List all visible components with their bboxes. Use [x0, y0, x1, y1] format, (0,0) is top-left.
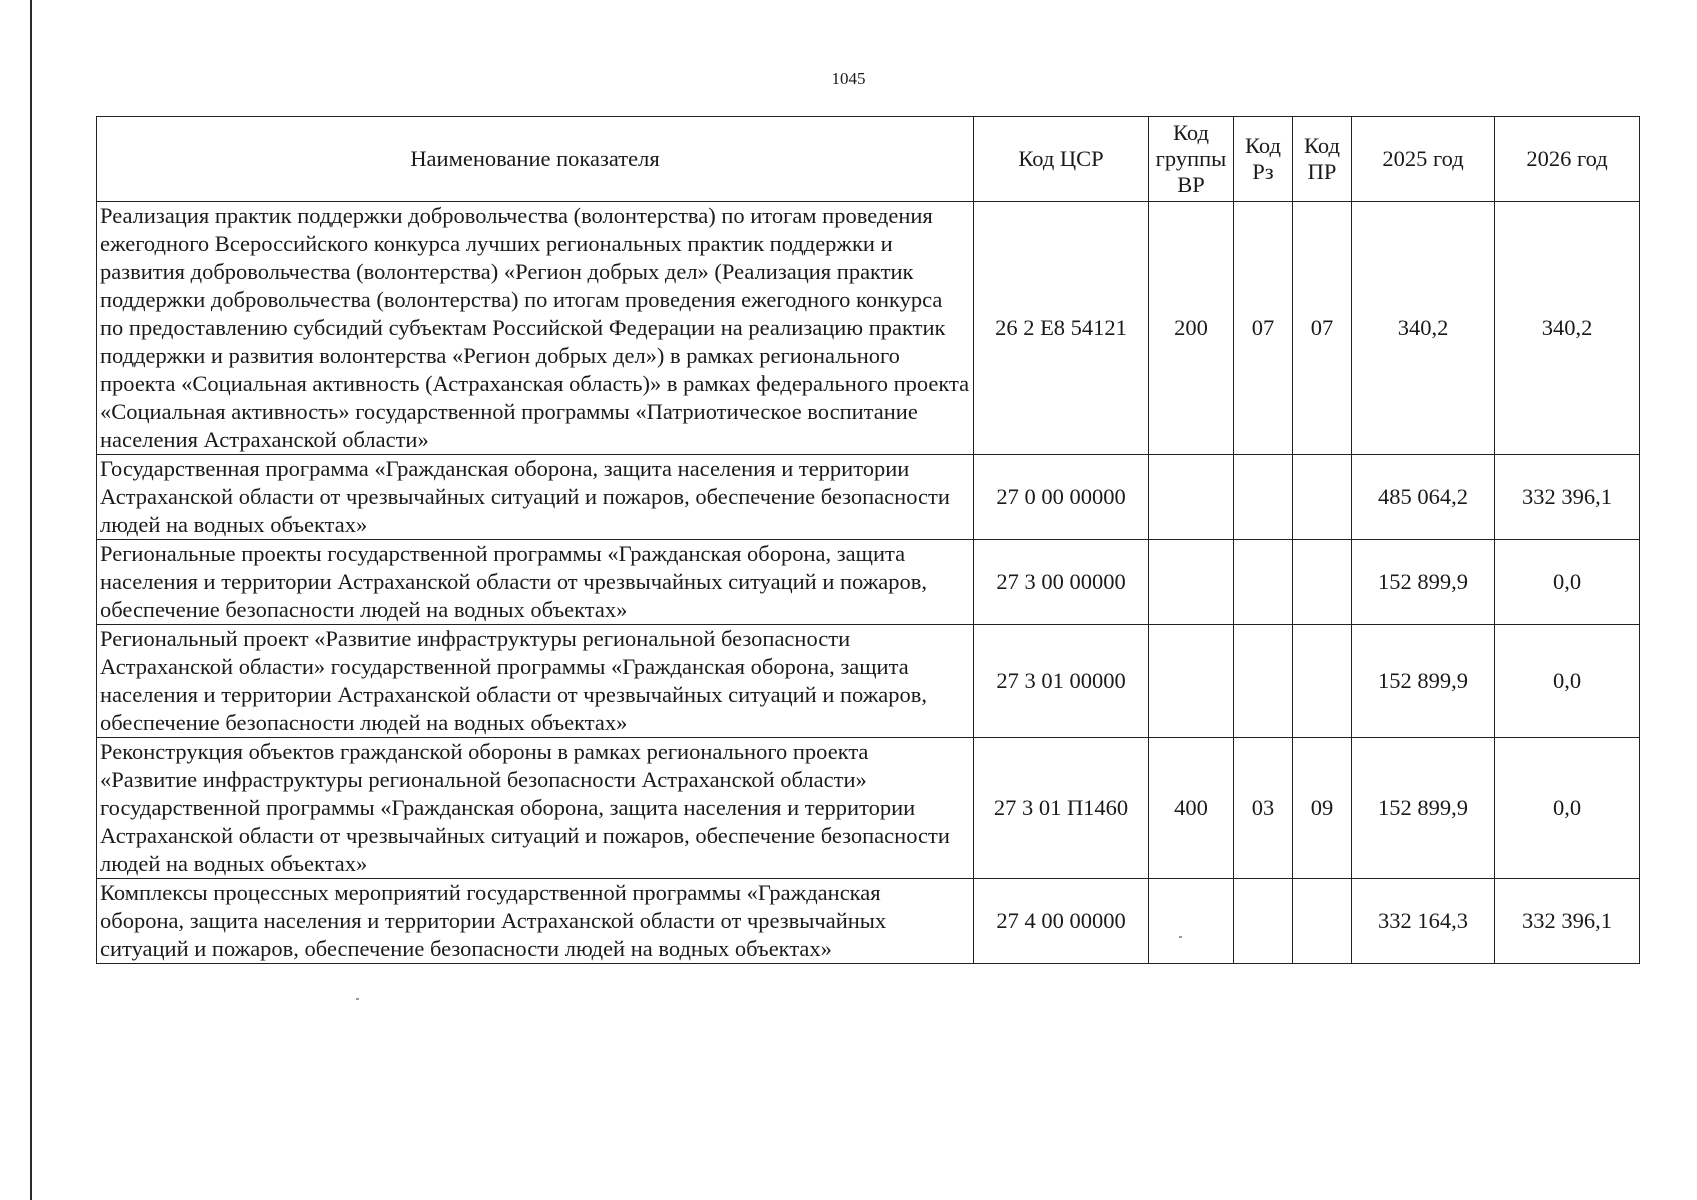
row-vr-code: 400: [1149, 738, 1234, 879]
table-row: [97, 540, 1640, 625]
header-year-2026: 2026 год: [1495, 117, 1640, 202]
row-csr-code: 27 3 01 00000: [974, 625, 1149, 738]
table-row: [97, 202, 1640, 455]
row-csr-code: 27 4 00 00000: [974, 879, 1149, 964]
row-pr-code: [1293, 455, 1352, 540]
header-pr-code: Код ПР: [1293, 117, 1352, 202]
row-name: Региональные проекты государственной программы «Гражданская оборона, защита населения и территории Астраханской области от чрезвычайных ситуаций и пожаров, обеспечение безопасности людей на водных объектах»: [97, 540, 974, 625]
page-number: 1045: [831, 69, 866, 88]
row-pr-code: [1293, 625, 1352, 738]
row-csr-code: 26 2 Е8 54121: [974, 202, 1149, 455]
row-value-2025: 152 899,9: [1352, 625, 1495, 738]
row-value-2026: 0,0: [1495, 625, 1640, 738]
row-value-2025: 340,2: [1352, 202, 1495, 455]
header-year-2025: 2025 год: [1352, 117, 1495, 202]
row-pr-code: 09: [1293, 738, 1352, 879]
budget-table: [96, 116, 1640, 964]
row-value-2025: 152 899,9: [1352, 540, 1495, 625]
row-value-2025: 485 064,2: [1352, 455, 1495, 540]
row-csr-code: 27 0 00 00000: [974, 455, 1149, 540]
row-value-2026: 0,0: [1495, 738, 1640, 879]
header-name: Наименование показателя: [97, 117, 974, 202]
row-pr-code: [1293, 540, 1352, 625]
row-name: Реконструкция объектов гражданской обороны в рамках регионального проекта «Развитие инфраструктуры региональной безопасности Астраханской области» государственной программы «Гражданская оборона, защита населения и территории Астраханской области от чрезвычайных ситуаций и пожаров, обеспечение безопасности людей на водных объектах»: [97, 738, 974, 879]
table-header-row: [97, 117, 1640, 202]
row-vr-code: [1149, 625, 1234, 738]
table-row: [97, 879, 1640, 964]
table-row: [97, 625, 1640, 738]
row-value-2025: 332 164,3: [1352, 879, 1495, 964]
row-csr-code: 27 3 01 П1460: [974, 738, 1149, 879]
row-rz-code: [1234, 455, 1293, 540]
header-vr-group-code: Код группы ВР: [1149, 117, 1234, 202]
row-name: Региональный проект «Развитие инфраструктуры региональной безопасности Астраханской области» государственной программы «Гражданская оборона, защита населения и территории Астраханской области от чрезвычайных ситуаций и пожаров, обеспечение безопасности людей на водных объектах»: [97, 625, 974, 738]
scan-speck: [1179, 936, 1182, 938]
row-value-2025: 152 899,9: [1352, 738, 1495, 879]
scan-speck: [356, 998, 359, 1000]
row-name: Государственная программа «Гражданская оборона, защита населения и территории Астраханской области от чрезвычайных ситуаций и пожаров, обеспечение безопасности людей на водных объектах»: [97, 455, 974, 540]
row-vr-code: 200: [1149, 202, 1234, 455]
row-csr-code: 27 3 00 00000: [974, 540, 1149, 625]
row-value-2026: 0,0: [1495, 540, 1640, 625]
table-row: [97, 455, 1640, 540]
row-pr-code: [1293, 879, 1352, 964]
row-vr-code: [1149, 540, 1234, 625]
row-rz-code: [1234, 879, 1293, 964]
row-value-2026: 332 396,1: [1495, 455, 1640, 540]
row-rz-code: [1234, 625, 1293, 738]
row-value-2026: 332 396,1: [1495, 879, 1640, 964]
row-vr-code: [1149, 455, 1234, 540]
table-row: [97, 738, 1640, 879]
row-value-2026: 340,2: [1495, 202, 1640, 455]
header-rz-code: Код Рз: [1234, 117, 1293, 202]
row-pr-code: 07: [1293, 202, 1352, 455]
row-name: Комплексы процессных мероприятий государственной программы «Гражданская оборона, защита населения и территории Астраханской области от чрезвычайных ситуаций и пожаров, обеспечение безопасности людей на водных объектах»: [97, 879, 974, 964]
row-rz-code: [1234, 540, 1293, 625]
row-name: Реализация практик поддержки добровольчества (волонтерства) по итогам проведения ежегодного Всероссийского конкурса лучших региональных практик поддержки и развития добровольчества (волонтерства) «Регион добрых дел» (Реализация практик поддержки добровольчества (волонтерства) по итогам проведения ежегодного конкурса по предоставлению субсидий субъектам Российской Федерации на реализацию практик поддержки и развития волонтерства «Регион добрых дел») в рамках регионального проекта «Социальная активность (Астраханская область)» в рамках федерального проекта «Социальная активность» государственной программы «Патриотическое воспитание населения Астраханской области»: [97, 202, 974, 455]
row-rz-code: 07: [1234, 202, 1293, 455]
row-vr-code: [1149, 879, 1234, 964]
row-rz-code: 03: [1234, 738, 1293, 879]
scan-edge-line: [30, 0, 32, 1200]
header-csr-code: Код ЦСР: [974, 117, 1149, 202]
